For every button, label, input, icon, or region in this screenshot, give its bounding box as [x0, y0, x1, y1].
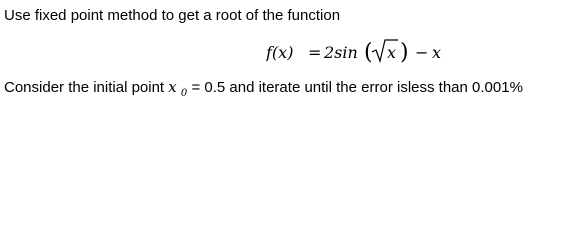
initial-point-symbol: x — [168, 78, 177, 96]
equation-lhs: f(x) — [266, 43, 294, 62]
equation-close-paren: ) — [400, 40, 409, 65]
condition-prefix: Consider the initial point — [4, 79, 169, 96]
initial-point-subscript: 0 — [180, 88, 188, 99]
equation-equals: = — [308, 43, 322, 62]
equation-tail-variable: x — [432, 43, 442, 62]
equation-coefficient: 2sin — [324, 43, 358, 62]
condition-value-text: = 0.5 and iterate until the error isless than 0.001% — [191, 79, 523, 96]
equation-radicand: x — [387, 43, 397, 62]
equation-open-paren: ( — [364, 40, 373, 65]
equation-minus: − — [415, 43, 429, 62]
problem-intro-text: Use fixed point method to get a root of the function — [4, 7, 341, 24]
function-equation — [266, 34, 506, 68]
problem-condition-text — [4, 78, 523, 99]
